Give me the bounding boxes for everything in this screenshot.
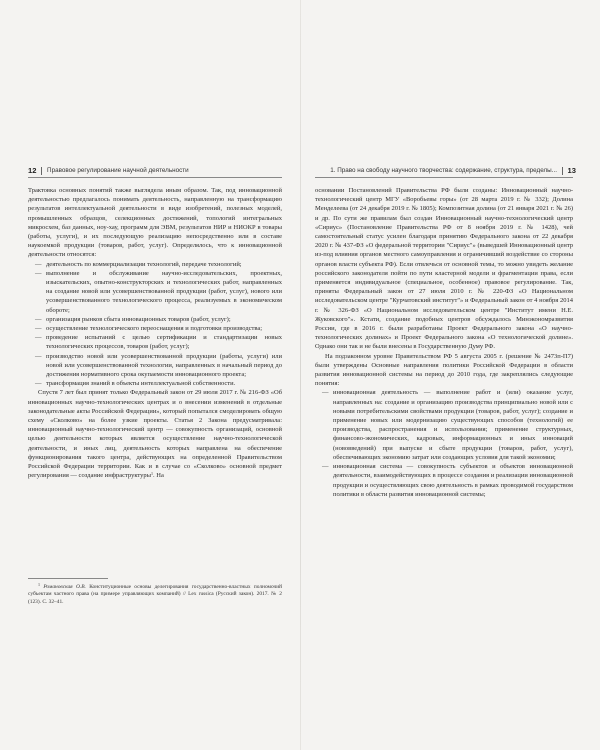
right-running-head <box>330 166 576 175</box>
list-item: — производство новой или усовершенствованной продукции (работы, услуги) или новой или усовершенствованной технологии, направленных в начальный период до достижения нормативного срока окупаемости инновационного проекта; <box>28 352 282 380</box>
right-running-head-title: 1. Право на свободу научного творчества: содержание, структура, пределы... <box>330 167 557 174</box>
left-head-rule <box>28 177 282 178</box>
head-separator <box>41 167 42 175</box>
list-item: — осуществление технологического переоснащения и подготовки производства; <box>28 324 282 333</box>
right-page <box>301 0 600 750</box>
footnote <box>28 581 282 606</box>
right-head-rule <box>315 177 573 178</box>
list-item: — проведение испытаний с целью сертификации и стандартизации новых технологических процессов, товаров (работ, услуг); <box>28 333 282 351</box>
footnote-number: 1 <box>38 581 40 587</box>
right-continued-paragraph: основании Постановлений Правительства РФ были созданы: Инновационный научно-технологический центр МГУ «Воробьевы горы» (от 28 марта 2019 г. № 332); Долина Менделеева (от 24 декабря 2019 г. № 1805); Композитная долина (от 21 января 2021 г. № 26) и др. По сути же правилам был создан Инновационный научно-технологический центр «Сириус» (Постановление Правительства РФ от 8 ноября 2019 г. № 1428), чей самостоятельный статус усилен благодаря принятию Федерального закона от 22 декабря 2020 г. № 437-ФЗ «О федеральной территории "Сириус"» (выведшей Инновационный центр из-под влияния органов местного самоуправления и ограничивший воздействие со стороны органов власти субъекта РФ). Если отвлечься от основной темы, то можно увидеть желание российского законодателя пойти по пути кластерной модели и фрагментации права, если применяется индивидуальное (специальное, особенное) правовое регулирование. Так, приняты Федеральный закон от 27 июля 2010 г. № 220-ФЗ «О Национальном исследовательском центре "Курчатовский институт"» и Федеральный закон от 4 ноября 2014 г. № 326-ФЗ «О Национальном исследовательском центре "Институт имени Н.Е. Жуковского"». Кстати, создание подобных центров обсуждалось Минэкономразвития России, где в 2016 г. были разработаны Проект Федерального закона «О научно-технологических долинах» и Проект Федерального закона «О технологической долине». Однако они так и не были внесены в Государственную Думу РФ. <box>315 187 573 351</box>
right-body-text <box>315 186 573 499</box>
list-item: — трансформация знаний в объекты интеллектуальной собственности. <box>28 379 282 388</box>
list-item: — инновационная система — совокупность субъектов и объектов инновационной деятельности, взаимодействующих в процессе создания и реализации инновационной продукции и осуществляющих свою деятельность в рамках проводимой государством политики в области развития инновационной системы; <box>315 462 573 499</box>
right-page-number: 13 <box>567 166 576 175</box>
right-paragraph-2: На подзаконном уровне Правительством РФ 5 августа 2005 г. (решение № 2473п-П7) были утверждены Основные направления политики Российской Федерации в области развития инновационной системы на период до 2010 года, где закреплялись следующие понятия: <box>315 352 573 388</box>
footnote-text: Конституционные основы делегирования государственно-властных полномочий субъектам частного права (на примере управляющих компаний) // Lex russica (Русский закон). 2017. № 2 (123). С. 32–41. <box>28 584 282 605</box>
right-definition-list <box>315 388 573 498</box>
left-page-number: 12 <box>28 166 37 175</box>
list-item: — выполнение и обслуживание научно-исследовательских, проектных, изыскательских, опытно-конструкторских и технологических работ, направленных на создание новой или усовершенствованной продукции (работ, услуг), нового или усовершенствованного технологического процесса, реализуемых в экономическом обороте; <box>28 269 282 315</box>
list-item: — организация рынков сбыта инновационных товаров (работ, услуг); <box>28 315 282 324</box>
left-paragraph-2 <box>28 388 282 480</box>
left-activity-list <box>28 260 282 389</box>
left-paragraph-2-text: Спустя 7 лет был принят только Федеральный закон от 29 июля 2017 г. № 216-ФЗ «Об инновационных научно-технологических центрах и о внесении изменений в отдельные законодательные акты Российской Федерации», который попытался смоделировать общую схему «Сколково» на более узкие проекты. Статья 2 Закона предусматривала: инновационный научно-технологический центр — совокупность организаций, основной целью деятельности которых является осуществление научно-технологической деятельности, и иных лиц, деятельность которых направлена на обеспечение функционирования такого центра, действующих на определенной Правительством Российской Федерации территории. Как и в случае со «Сколково» основной предмет регулирования — создание инфраструктуры <box>28 389 282 480</box>
left-running-head <box>28 166 189 175</box>
footnote-author: Романовская О.В. <box>43 584 86 590</box>
left-paragraph-2-end: . На <box>153 472 164 480</box>
footnote-rule <box>28 578 108 579</box>
left-body-text <box>28 186 282 481</box>
left-running-head-title: Правовое регулирование научной деятельности <box>47 167 189 174</box>
head-separator <box>562 167 563 175</box>
footnote-reference[interactable]: 1 <box>151 471 154 477</box>
list-item: — деятельность по коммерциализации технологий, передаче технологий; <box>28 260 282 269</box>
left-intro-paragraph: Трактовка основных понятий также выглядела иным образом. Так, под инновационной деятельностью предлагалось понимать деятельность, направленную на трансформацию результатов интеллектуальной деятельности в виде изобретений, полезных моделей, промышленных образцов, селекционных достижений, топологий интегральных микросхем, баз данных, ноу-хау, программ для ЭВМ, результатов НИР и НИОКР в товары (работы, услуги), и их последующую реализацию непосредственно или в составе наукоемкой продукции (товаров, работ, услуг). Определялось, что к инновационной деятельности относятся: <box>28 187 282 259</box>
list-item: — инновационная деятельность — выполнение работ и (или) оказание услуг, направленных на: создание и организацию производства принципиально новой или с новыми потребительскими свойствами продукции (товаров, работ, услуг); создание и применение новых или модернизацию существующих способов (технологий) ее производства, распространения и использования; применение структурных, финансово-экономических, кадровых, информационных и иных инноваций (нововведений) при выпуске и сбыте продукции (товаров, работ, услуг), обеспечивающих экономию затрат или создающих условия для такой экономии; <box>315 388 573 462</box>
